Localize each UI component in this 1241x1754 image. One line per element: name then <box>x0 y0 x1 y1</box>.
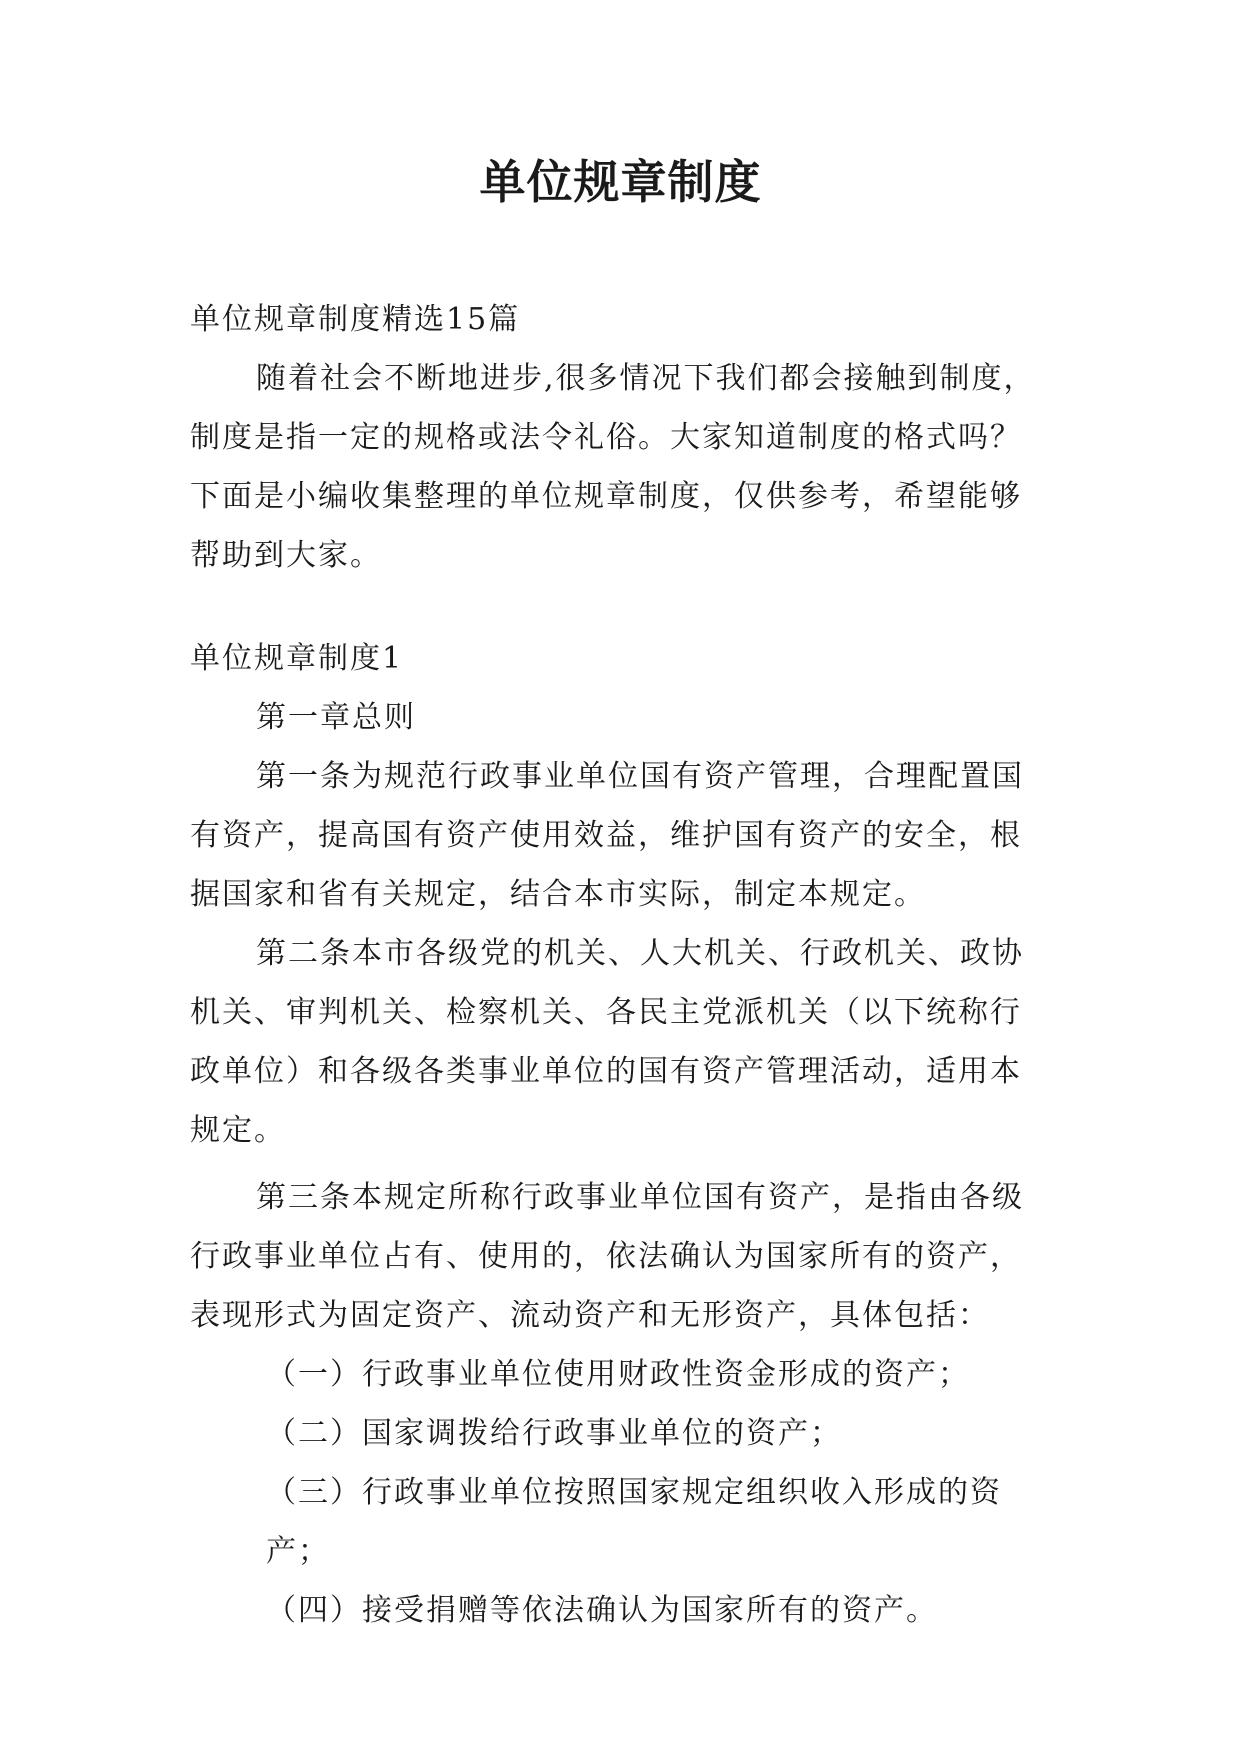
list-item: （三）行政事业单位按照国家规定组织收入形成的资产； <box>266 1475 1002 1569</box>
list-item: （四）接受捐赠等依法确认为国家所有的资产。 <box>266 1593 938 1628</box>
article-3-paragraph: 第三条本规定所称行政事业单位国有资产，是指由各级行政事业单位占有、使用的，依法确认为国家所有的资产，表现形式为固定资产、流动资产和无形资产，具体包括： <box>190 1180 1024 1333</box>
document-title: 单位规章制度 <box>479 155 762 209</box>
chapter-heading: 第一章总则 <box>256 700 416 735</box>
document-body <box>190 290 1050 1640</box>
intro-paragraph: 随着社会不断地进步,很多情况下我们都会接触到制度，制度是指一定的规格或法令礼俗。大家知道制度的格式吗？下面是小编收集整理的单位规章制度，仅供参考，希望能够帮助到大家。 <box>190 361 1036 573</box>
article-2-paragraph: 第二条本市各级党的机关、人大机关、行政机关、政协机关、审判机关、检察机关、各民主党派机关（以下统称行政单位）和各级各类事业单位的国有资产管理活动，适用本规定。 <box>190 936 1024 1148</box>
section-heading: 单位规章制度1 <box>190 641 404 676</box>
list-item: （二）国家调拨给行政事业单位的资产； <box>266 1416 842 1451</box>
document-subtitle: 单位规章制度精选15篇 <box>190 302 521 337</box>
list-item: （一）行政事业单位使用财政性资金形成的资产； <box>266 1357 970 1392</box>
article-1-paragraph: 第一条为规范行政事业单位国有资产管理，合理配置国有资产，提高国有资产使用效益，维护国有资产的安全，根据国家和省有关规定，结合本市实际，制定本规定。 <box>190 759 1024 912</box>
